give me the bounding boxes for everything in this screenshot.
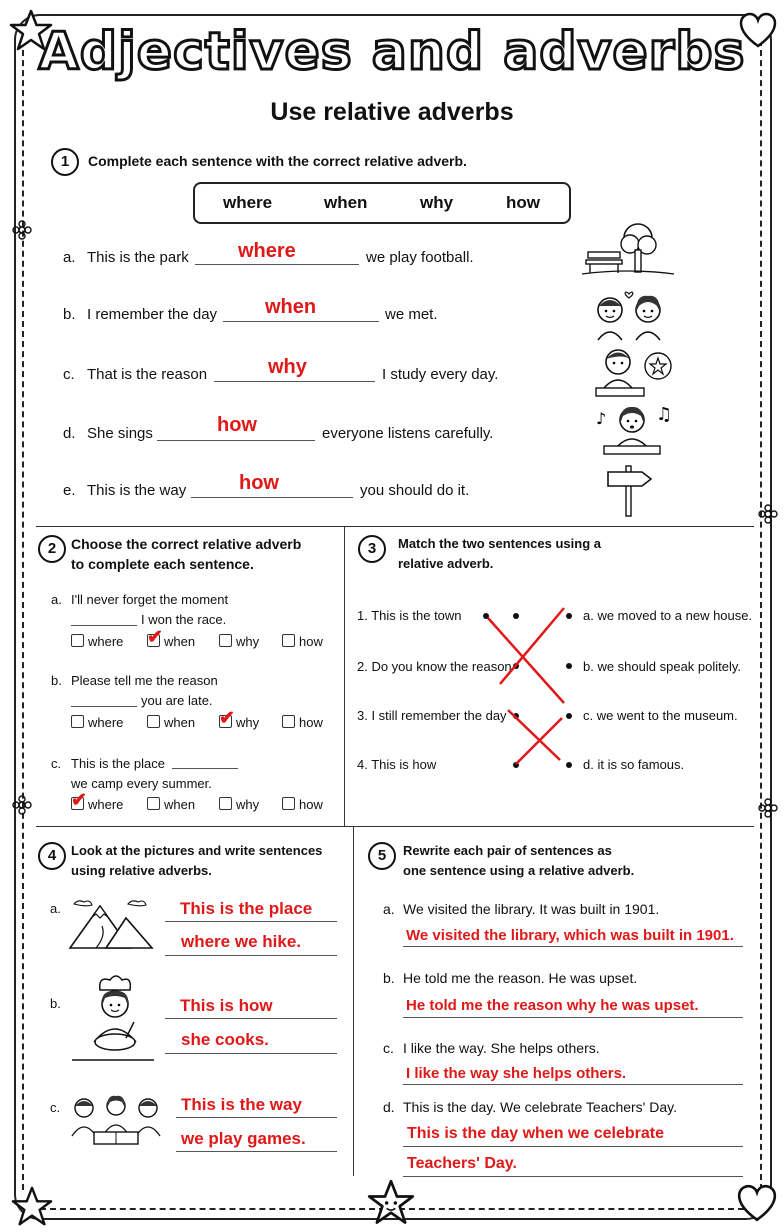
star-icon (10, 1185, 54, 1229)
svg-text:♪: ♪ (596, 409, 607, 428)
checkbox[interactable] (147, 627, 163, 648)
sentence-start: She sings (87, 425, 153, 442)
matching-lines (480, 600, 580, 780)
item-letter: b. (63, 306, 76, 323)
answer-line[interactable] (191, 497, 353, 498)
answer-line[interactable] (165, 955, 337, 956)
check-mark-icon: ✔ (71, 790, 87, 811)
sentence-start: That is the reason (87, 366, 208, 383)
divider (36, 526, 754, 527)
checkbox[interactable] (219, 708, 235, 729)
match-left-item: 1. This is the town (357, 608, 462, 623)
sentence-prompt: I like the way. She helps others. (403, 1040, 600, 1056)
sentence-line: I'll never forget the moment (71, 592, 229, 607)
answer-line[interactable] (403, 1176, 743, 1177)
answer-line[interactable] (403, 1146, 743, 1147)
option-when[interactable]: when (147, 797, 195, 812)
handwritten-answer: This is the way (181, 1095, 302, 1114)
match-left-item: 3. I still remember the day (357, 708, 507, 723)
section-instruction: Choose the correct relative adverb to complete each sentence. (71, 536, 302, 572)
handwritten-answer: why (268, 356, 307, 378)
item-letter: c. (51, 756, 62, 771)
word-bank-item: how (506, 193, 540, 212)
sentence-line: Please tell me the reason (71, 673, 218, 688)
answer-line[interactable] (165, 1053, 337, 1054)
item-letter: c. (50, 1100, 61, 1115)
option-where[interactable]: where (71, 634, 123, 649)
section-instruction: Match the two sentences using a relative adverb. (398, 536, 601, 571)
checkbox[interactable] (71, 790, 87, 811)
section-number: 3 (358, 535, 386, 563)
sentence-prompt: We visited the library. It was built in 1901. (403, 901, 660, 917)
checkbox[interactable] (219, 634, 232, 647)
match-right-item: d. it is so famous. (583, 757, 685, 772)
girl-singing-icon (590, 402, 674, 458)
svg-text:♫: ♫ (656, 404, 673, 425)
sentence-end: everyone listens carefully. (322, 425, 494, 442)
children-playing-game-icon (64, 1094, 168, 1146)
checkbox[interactable] (219, 797, 232, 810)
section-number: 4 (38, 842, 66, 870)
option-how[interactable]: how (282, 634, 323, 649)
park-bench-tree-icon (582, 218, 674, 278)
handwritten-answer: when (265, 296, 317, 318)
checkbox[interactable] (71, 634, 84, 647)
answer-line[interactable] (195, 264, 359, 265)
section-instruction: Complete each sentence with the correct relative adverb. (88, 153, 467, 169)
divider (353, 826, 354, 1176)
answer-line[interactable] (214, 381, 375, 382)
blank-line (71, 625, 137, 626)
sentence-start: This is the way (87, 482, 187, 499)
match-left-item: 4. This is how (357, 757, 437, 772)
option-why[interactable]: why (219, 634, 259, 649)
item-letter: a. (383, 901, 395, 917)
sentence-end: we met. (385, 306, 438, 323)
answer-line[interactable] (165, 921, 337, 922)
handwritten-answer: We visited the library, which was built in 1901. (406, 927, 734, 944)
heart-icon (736, 1184, 778, 1224)
boy-studying-icon (592, 344, 676, 400)
section-number: 5 (368, 842, 396, 870)
word-bank (193, 182, 571, 224)
item-letter: c. (63, 366, 75, 383)
checkbox[interactable] (282, 715, 295, 728)
handwritten-answer: we play games. (181, 1129, 306, 1148)
section-number: 2 (38, 535, 66, 563)
handwritten-answer: This is the place (180, 899, 313, 918)
item-letter: c. (383, 1040, 394, 1056)
checkbox[interactable] (147, 797, 160, 810)
option-why[interactable]: why (219, 797, 259, 812)
girl-cooking-icon (70, 972, 156, 1064)
word-bank-item: where (223, 193, 273, 212)
option-how[interactable]: how (282, 797, 323, 812)
handwritten-answer: where we hike. (181, 932, 301, 951)
match-right-item: c. we went to the museum. (583, 708, 738, 723)
sentence-end: we play football. (366, 249, 474, 266)
match-right-item: a. we moved to a new house. (583, 608, 753, 623)
sentence-prompt: He told me the reason. He was upset. (403, 970, 638, 986)
item-letter: b. (51, 673, 62, 688)
item-letter: d. (383, 1099, 395, 1115)
option-why[interactable]: ✔ why (219, 708, 260, 730)
checkbox[interactable] (71, 715, 84, 728)
answer-line[interactable] (223, 321, 379, 322)
checkbox[interactable] (282, 634, 295, 647)
item-letter: b. (383, 970, 395, 986)
answer-line[interactable] (403, 1017, 743, 1018)
dashed-border-left (22, 40, 24, 1190)
handwritten-answer: how (217, 414, 257, 436)
option-how[interactable]: how (282, 715, 323, 730)
sentence-line: we camp every summer. (71, 776, 212, 791)
sentence-start: I remember the day (87, 306, 218, 323)
item-letter: a. (51, 592, 62, 607)
item-letter: a. (63, 249, 76, 266)
option-when[interactable]: when (147, 715, 195, 730)
check-mark-icon: ✔ (147, 627, 163, 648)
item-letter: e. (63, 482, 76, 499)
option-where[interactable]: where (71, 715, 123, 730)
flower-icon (758, 504, 778, 524)
two-children-icon (586, 288, 674, 342)
sentence-end: you should do it. (360, 482, 470, 499)
flower-icon (12, 795, 32, 815)
answer-line[interactable] (403, 1084, 743, 1085)
item-letter: d. (63, 425, 76, 442)
sentence-line: I won the race. (141, 612, 227, 627)
blank-line (71, 706, 137, 707)
handwritten-answer: she cooks. (181, 1030, 269, 1049)
handwritten-answer: He told me the reason why he was upset. (406, 997, 699, 1014)
item-letter: a. (50, 901, 61, 916)
signpost-icon (604, 462, 654, 518)
check-mark-icon: ✔ (219, 708, 235, 729)
item-letter: b. (50, 996, 61, 1011)
smiling-star-icon (366, 1178, 416, 1228)
option-when[interactable]: ✔ when (147, 627, 196, 649)
sentence-line: This is the place (71, 756, 165, 771)
flower-icon (758, 798, 778, 818)
match-right-item: b. we should speak politely. (583, 659, 742, 674)
answer-line[interactable] (165, 1018, 337, 1019)
section-instruction: Rewrite each pair of sentences as one sentence using a relative adverb. (403, 843, 635, 878)
match-left-item: 2. Do you know the reason (357, 659, 512, 674)
handwritten-answer: This is the day when we celebrate (407, 1125, 664, 1142)
handwritten-answer: I like the way she helps others. (406, 1065, 627, 1082)
sentence-line: you are late. (141, 693, 213, 708)
answer-line[interactable] (176, 1117, 337, 1118)
section-instruction: Look at the pictures and write sentences using relative adverbs. (71, 843, 323, 878)
checkbox[interactable] (147, 715, 160, 728)
divider (344, 526, 345, 826)
handwritten-answer: Teachers' Day. (407, 1155, 517, 1172)
handwritten-answer: This is how (180, 996, 273, 1015)
word-bank-item: when (324, 193, 368, 212)
page-title: Adjectives and adverbs (38, 22, 746, 82)
sentence-start: This is the park (87, 249, 189, 266)
dashed-border-right (760, 40, 762, 1190)
sentence-prompt: This is the day. We celebrate Teachers' Day. (403, 1099, 677, 1115)
answer-line[interactable] (157, 440, 315, 441)
word-bank-item: why (420, 193, 454, 212)
handwritten-answer: where (238, 240, 296, 262)
checkbox[interactable] (282, 797, 295, 810)
divider (36, 826, 754, 827)
section-number: 1 (51, 148, 79, 176)
sentence-end: I study every day. (382, 366, 499, 383)
answer-line[interactable] (403, 946, 743, 947)
handwritten-answer: how (239, 472, 279, 494)
mountains-icon (66, 896, 156, 954)
blank-line (172, 768, 238, 769)
option-where[interactable]: ✔ where (71, 790, 124, 812)
page-subtitle: Use relative adverbs (270, 98, 514, 126)
answer-line[interactable] (176, 1151, 337, 1152)
flower-icon (12, 220, 32, 240)
